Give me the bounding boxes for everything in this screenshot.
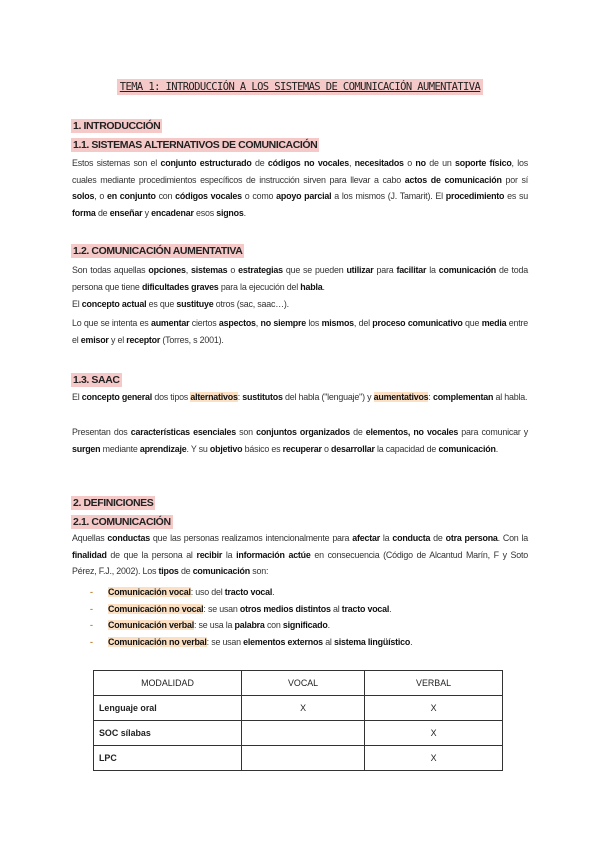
table-header-row [94, 671, 503, 696]
paragraph-saac-caracteristicas: Presentan dos características esenciales son conjuntos organizados de elementos, no vocales para comunicar y surgen mediante aprendizaje. Y su objetivo básico es recuperar o desarrollar la capacidad de comunicación. [72, 427, 529, 454]
subsection-heading-comunicacion: 2.1. COMUNICACIÓN [73, 516, 171, 528]
document-title: TEMA 1: INTRODUCCIÓN A LOS SISTEMAS DE COMUNICACIÓN AUMENTATIVA [0, 77, 600, 95]
table-cell: X [365, 721, 503, 746]
table-row [94, 721, 503, 746]
paragraph-concepto-actual: El concepto actual es que sustituye otros (sac, saac…). [72, 299, 289, 309]
paragraph-sistemas-alternativos: Estos sistemas son el conjunto estructurado de códigos no vocales, necesitados o no de un soporte físico, los cuales mediante procedimientos específicos de instrucción sirven para llevar a cabo actos de comunicación por sí solos, o en conjunto con códigos vocales o como apoyo parcial a los mismos (J. Tamarit). El procedimiento es su forma de enseñar y encadenar esos signos. [72, 158, 529, 218]
list-item: - Comunicación vocal: uso del tracto vocal. [90, 584, 412, 601]
section-heading-introduccion: 1. INTRODUCCIÓN [73, 120, 161, 132]
table-cell: LPC [94, 746, 242, 771]
paragraph-comunicacion: Aquellas conductas que las personas realizamos intencionalmente para afectar la conducta de otra persona. Con la finalidad de que la persona al recibir la información actúe en consecuencia (Código de Alcantud Marín, F y Soto Pérez, F.J., 2002). Los tipos de comunicación son: [72, 533, 529, 576]
table-cell: X [365, 696, 503, 721]
subsection-heading-saac: 1.3. SAAC [73, 374, 120, 386]
subsection-heading-comunicacion-aumentativa: 1.2. COMUNICACIÓN AUMENTATIVA [73, 245, 243, 257]
column-header-verbal: VERBAL [365, 671, 503, 696]
table-cell [242, 746, 365, 771]
paragraph-comunicacion-aumentativa: Son todas aquellas opciones, sistemas o estrategias que se pueden utilizar para facilitar la comunicación de toda persona que tiene dificultades graves para la ejecución del habla. [72, 265, 528, 292]
table-cell: Lenguaje oral [94, 696, 242, 721]
paragraph-saac-concepto: El concepto general dos tipos alternativos: sustitutos del habla ("lenguaje") y aumentativos: complementan al habla. [72, 392, 528, 402]
table-cell: X [365, 746, 503, 771]
column-header-modalidad: MODALIDAD [94, 671, 242, 696]
list-item: - Comunicación no verbal: se usan elementos externos al sistema lingüístico. [90, 634, 412, 651]
paragraph-aumentar-aspectos: Lo que se intenta es aumentar ciertos aspectos, no siempre los mismos, del proceso comunicativo que media entre el emisor y el receptor (Torres, s 2001). [72, 318, 528, 345]
table-row [94, 696, 503, 721]
subsection-heading-sistemas-alternativos: 1.1. SISTEMAS ALTERNATIVOS DE COMUNICACIÓN [73, 139, 318, 151]
table-cell: X [242, 696, 365, 721]
table-cell: SOC sílabas [94, 721, 242, 746]
section-heading-definiciones: 2. DEFINICIONES [73, 497, 154, 509]
list-item: - Comunicación no vocal: se usan otros medios distintos al tracto vocal. [90, 601, 412, 618]
table-row [94, 746, 503, 771]
modalidad-table [93, 670, 503, 771]
list-item: - Comunicación verbal: se usa la palabra con significado. [90, 617, 412, 634]
communication-types-list [90, 584, 412, 650]
column-header-vocal: VOCAL [242, 671, 365, 696]
table-cell [242, 721, 365, 746]
